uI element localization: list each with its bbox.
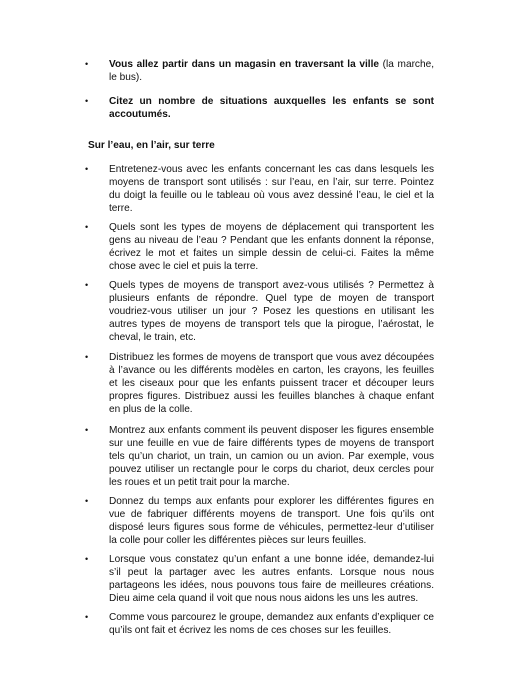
list-item-text: Quels types de moyens de transport avez-vous utilisés ? Permettez à plusieurs enfants de répondre. Quel type de moyen de transport voudriez-vous utiliser un jour ? Posez les questions en utilisant les autres types de moyens de transport tels que la pirogue, l’aérostat, le cheval, le train, etc. <box>109 280 434 343</box>
bullet-icon: • <box>85 164 89 174</box>
list-item-text <box>109 58 434 84</box>
bullet-icon: • <box>85 222 89 232</box>
list-item-normal-text: (la marche, le bus). <box>109 59 435 83</box>
bullet-icon: • <box>85 280 89 290</box>
list-item-text: Quels sont les types de moyens de déplacement qui transportent les gens au niveau de l’eau ? Pendant que les enfants donnent la réponse, écrivez le mot et faites un simple dessin de celui-ci. Faites la même chose avec le ciel et puis la terre. <box>109 222 434 272</box>
list-item-text: Lorsque vous constatez qu’un enfant a une bonne idée, demandez-lui s’il peut la partager avec les autres enfants. Lorsque nous nous partageons les idées, nous pouvons tous faire de meilleures créations. Dieu aime cela quand il voit que nous nous aidons les uns les autres. <box>109 554 434 604</box>
list-item-text: Montrez aux enfants comment ils peuvent disposer les figures ensemble sur une feuille en vue de faire différents types de moyens de transport tels qu’un chariot, un train, un camion ou un avion. Par exemple, vous pouvez utiliser un rectangle pour le corps du chariot, deux cercles pour les roues et un petit trait pour la marche. <box>109 425 434 488</box>
bullet-icon: • <box>85 496 89 506</box>
section-heading: Sur l’eau, en l’air, sur terre <box>88 140 215 151</box>
bullet-icon: • <box>85 59 89 69</box>
list-item-bold-text: Vous allez partir dans un magasin en traversant la ville <box>109 59 380 70</box>
list-item-text <box>109 95 434 121</box>
bullet-icon: • <box>85 554 89 564</box>
bullet-icon: • <box>85 96 89 106</box>
list-item-text: Entretenez-vous avec les enfants concernant les cas dans lesquels les moyens de transport sont utilisés : sur l’eau, en l’air, sur terre. Pointez du doigt la feuille ou le tableau où vous avez dessiné l’eau, le ciel et la terre. <box>109 164 434 214</box>
bullet-icon: • <box>85 425 89 435</box>
bullet-icon: • <box>85 352 89 362</box>
list-item-text: Comme vous parcourez le groupe, demandez aux enfants d’expliquer ce qu’ils ont fait et écrivez les noms de ces choses sur les feuilles. <box>109 612 434 636</box>
list-item-bold-text: Citez un nombre de situations auxquelles les enfants se sont accoutumés. <box>109 96 434 120</box>
list-item-text: Donnez du temps aux enfants pour explorer les différentes figures en vue de fabriquer différents moyens de transport. Une fois qu’ils ont disposé leurs figures sous forme de véhicules, permettez-leur d’utiliser la colle pour coller les différentes pièces sur leurs feuilles. <box>109 496 434 546</box>
bullet-icon: • <box>85 612 89 622</box>
list-item-text: Distribuez les formes de moyens de transport que vous avez découpées à l’avance ou les différents modèles en carton, les crayons, les feuilles et les ciseaux pour que les enfants puissent tracer et découper leurs propres figures. Distribuez aussi les feuilles blanches à chaque enfant en plus de la colle. <box>109 352 434 415</box>
